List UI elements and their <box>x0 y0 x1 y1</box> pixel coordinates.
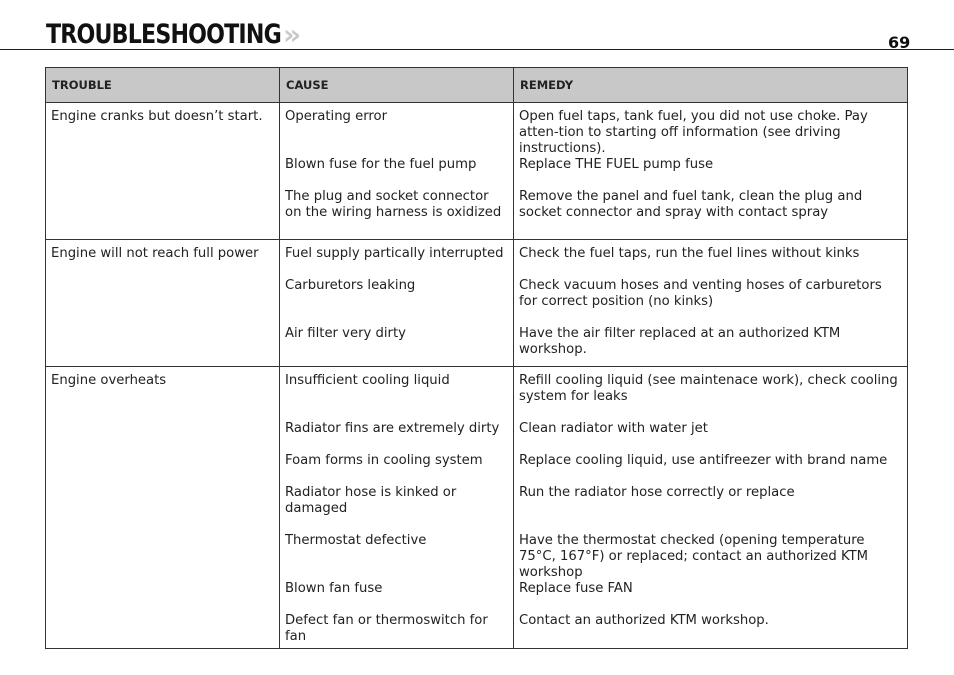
remedy-text: Open fuel taps, tank fuel, you did not use choke. Pay atten-tion to starting off information (see driving instructions). <box>519 109 868 156</box>
page-number: 69 <box>888 33 911 52</box>
remedy-text: Have the thermostat checked (opening temperature 75°C, 167°F) or replaced; contact an authorized KTM workshop <box>519 533 869 580</box>
cause-text: Operating error <box>285 109 388 124</box>
table-row <box>46 240 908 367</box>
column-header-cause: CAUSE <box>280 68 514 103</box>
troubleshooting-table <box>45 67 908 649</box>
trouble-cell: Engine cranks but doesn’t start. <box>46 103 280 240</box>
page-header <box>0 0 954 50</box>
cause-text: The plug and socket connector on the wiring harness is oxidized <box>285 189 502 220</box>
remedy-cell <box>514 367 908 649</box>
cause-text: Defect fan or thermoswitch for fan <box>285 613 488 644</box>
remedy-text: Run the radiator hose correctly or replace <box>519 485 795 500</box>
remedy-cell <box>514 103 908 240</box>
remedy-text: Remove the panel and fuel tank, clean the plug and socket connector and spray with contact spray <box>519 189 863 220</box>
table-row <box>46 367 908 649</box>
column-header-trouble: TROUBLE <box>46 68 280 103</box>
cause-text: Carburetors leaking <box>285 278 416 293</box>
cause-cell <box>280 103 514 240</box>
cause-text: Radiator hose is kinked or damaged <box>285 485 457 516</box>
chevron-icon: » <box>283 18 302 51</box>
remedy-text: Check vacuum hoses and venting hoses of carburetors for correct position (no kinks) <box>519 278 882 309</box>
cause-text: Foam forms in cooling system <box>285 453 483 468</box>
column-header-remedy: REMEDY <box>514 68 908 103</box>
table-body <box>46 103 908 649</box>
table-row <box>46 103 908 240</box>
cause-text: Insufficient cooling liquid <box>285 373 450 388</box>
remedy-text: Replace cooling liquid, use antifreezer with brand name <box>519 453 888 468</box>
cause-text: Air filter very dirty <box>285 326 406 341</box>
cause-text: Radiator fins are extremely dirty <box>285 421 500 436</box>
remedy-cell <box>514 240 908 367</box>
cause-text: Blown fuse for the fuel pump <box>285 157 477 172</box>
remedy-text: Have the air filter replaced at an authorized KTM workshop. <box>519 326 841 357</box>
cause-text: Blown fan fuse <box>285 581 383 596</box>
remedy-text: Refill cooling liquid (see maintenace work), check cooling system for leaks <box>519 373 898 404</box>
page-title: TROUBLESHOOTING <box>46 19 281 50</box>
cause-cell <box>280 367 514 649</box>
cause-text: Thermostat defective <box>285 533 427 548</box>
remedy-text: Contact an authorized KTM workshop. <box>519 613 769 628</box>
cause-cell <box>280 240 514 367</box>
remedy-text: Replace fuse FAN <box>519 581 633 596</box>
remedy-text: Clean radiator with water jet <box>519 421 708 436</box>
remedy-text: Check the fuel taps, run the fuel lines without kinks <box>519 246 860 261</box>
cause-text: Fuel supply partically interrupted <box>285 246 504 261</box>
remedy-text: Replace THE FUEL pump fuse <box>519 157 714 172</box>
table-header-row <box>46 68 908 103</box>
trouble-cell: Engine will not reach full power <box>46 240 280 367</box>
trouble-cell: Engine overheats <box>46 367 280 649</box>
